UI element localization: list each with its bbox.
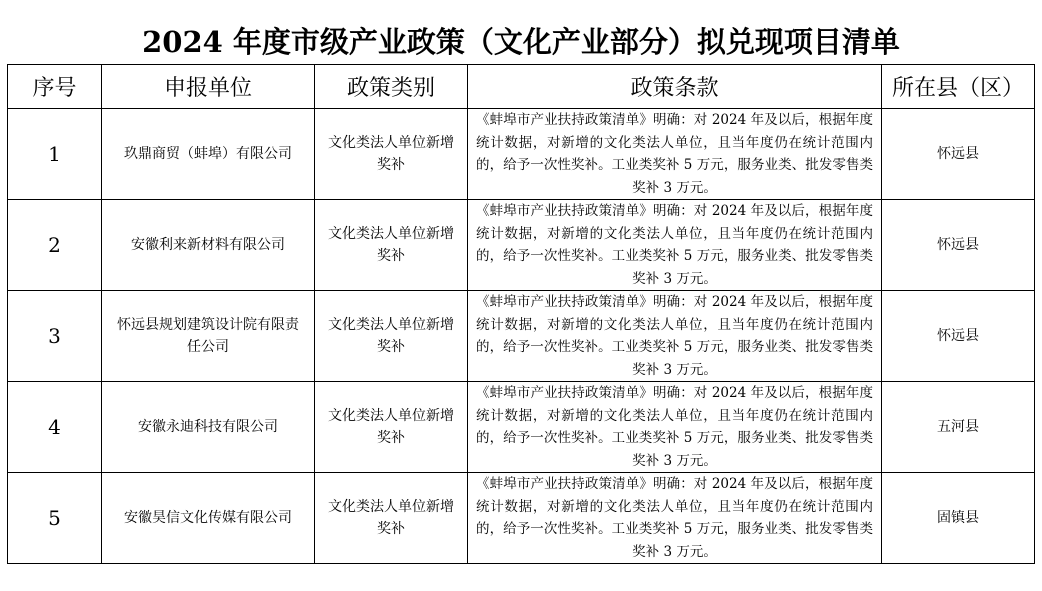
header-no: 序号 (8, 65, 102, 109)
table-row (8, 200, 1035, 291)
row-clause: 《蚌埠市产业扶持政策清单》明确：对 2024 年及以后，根据年度统计数据，对新增的文化类法人单位，且当年度仍在统计范围内的，给予一次性奖补。工业类奖补 5 万元，服务业类、批发零售类奖补 3 万元。 (468, 200, 882, 291)
row-clause: 《蚌埠市产业扶持政策清单》明确：对 2024 年及以后，根据年度统计数据，对新增的文化类法人单位，且当年度仍在统计范围内的，给予一次性奖补。工业类奖补 5 万元，服务业类、批发零售类奖补 3 万元。 (468, 382, 882, 473)
row-clause: 《蚌埠市产业扶持政策清单》明确：对 2024 年及以后，根据年度统计数据，对新增的文化类法人单位，且当年度仍在统计范围内的，给予一次性奖补。工业类奖补 5 万元，服务业类、批发零售类奖补 3 万元。 (468, 473, 882, 564)
row-unit: 安徽利来新材料有限公司 (102, 200, 315, 291)
row-no: 1 (8, 109, 102, 200)
header-county: 所在县（区） (882, 65, 1035, 109)
table-row (8, 382, 1035, 473)
row-county: 五河县 (882, 382, 1035, 473)
table-row (8, 473, 1035, 564)
table-row (8, 291, 1035, 382)
row-category: 文化类法人单位新增奖补 (315, 473, 468, 564)
project-table (7, 64, 1035, 564)
row-category: 文化类法人单位新增奖补 (315, 291, 468, 382)
table-row (8, 109, 1035, 200)
row-clause: 《蚌埠市产业扶持政策清单》明确：对 2024 年及以后，根据年度统计数据，对新增的文化类法人单位，且当年度仍在统计范围内的，给予一次性奖补。工业类奖补 5 万元，服务业类、批发零售类奖补 3 万元。 (468, 291, 882, 382)
row-category: 文化类法人单位新增奖补 (315, 382, 468, 473)
row-no: 2 (8, 200, 102, 291)
row-unit: 玖鼎商贸（蚌埠）有限公司 (102, 109, 315, 200)
row-county: 怀远县 (882, 291, 1035, 382)
row-no: 5 (8, 473, 102, 564)
row-county: 怀远县 (882, 200, 1035, 291)
header-category: 政策类别 (315, 65, 468, 109)
row-category: 文化类法人单位新增奖补 (315, 200, 468, 291)
row-county: 固镇县 (882, 473, 1035, 564)
row-no: 4 (8, 382, 102, 473)
row-county: 怀远县 (882, 109, 1035, 200)
row-no: 3 (8, 291, 102, 382)
row-category: 文化类法人单位新增奖补 (315, 109, 468, 200)
row-unit: 安徽永迪科技有限公司 (102, 382, 315, 473)
row-unit: 安徽昊信文化传媒有限公司 (102, 473, 315, 564)
header-clause: 政策条款 (468, 65, 882, 109)
row-clause: 《蚌埠市产业扶持政策清单》明确：对 2024 年及以后，根据年度统计数据，对新增的文化类法人单位，且当年度仍在统计范围内的，给予一次性奖补。工业类奖补 5 万元，服务业类、批发零售类奖补 3 万元。 (468, 109, 882, 200)
table-header-row (8, 65, 1035, 109)
row-unit: 怀远县规划建筑设计院有限责任公司 (102, 291, 315, 382)
header-unit: 申报单位 (102, 65, 315, 109)
page-title: 2024 年度市级产业政策（文化产业部分）拟兑现项目清单 (142, 25, 900, 59)
